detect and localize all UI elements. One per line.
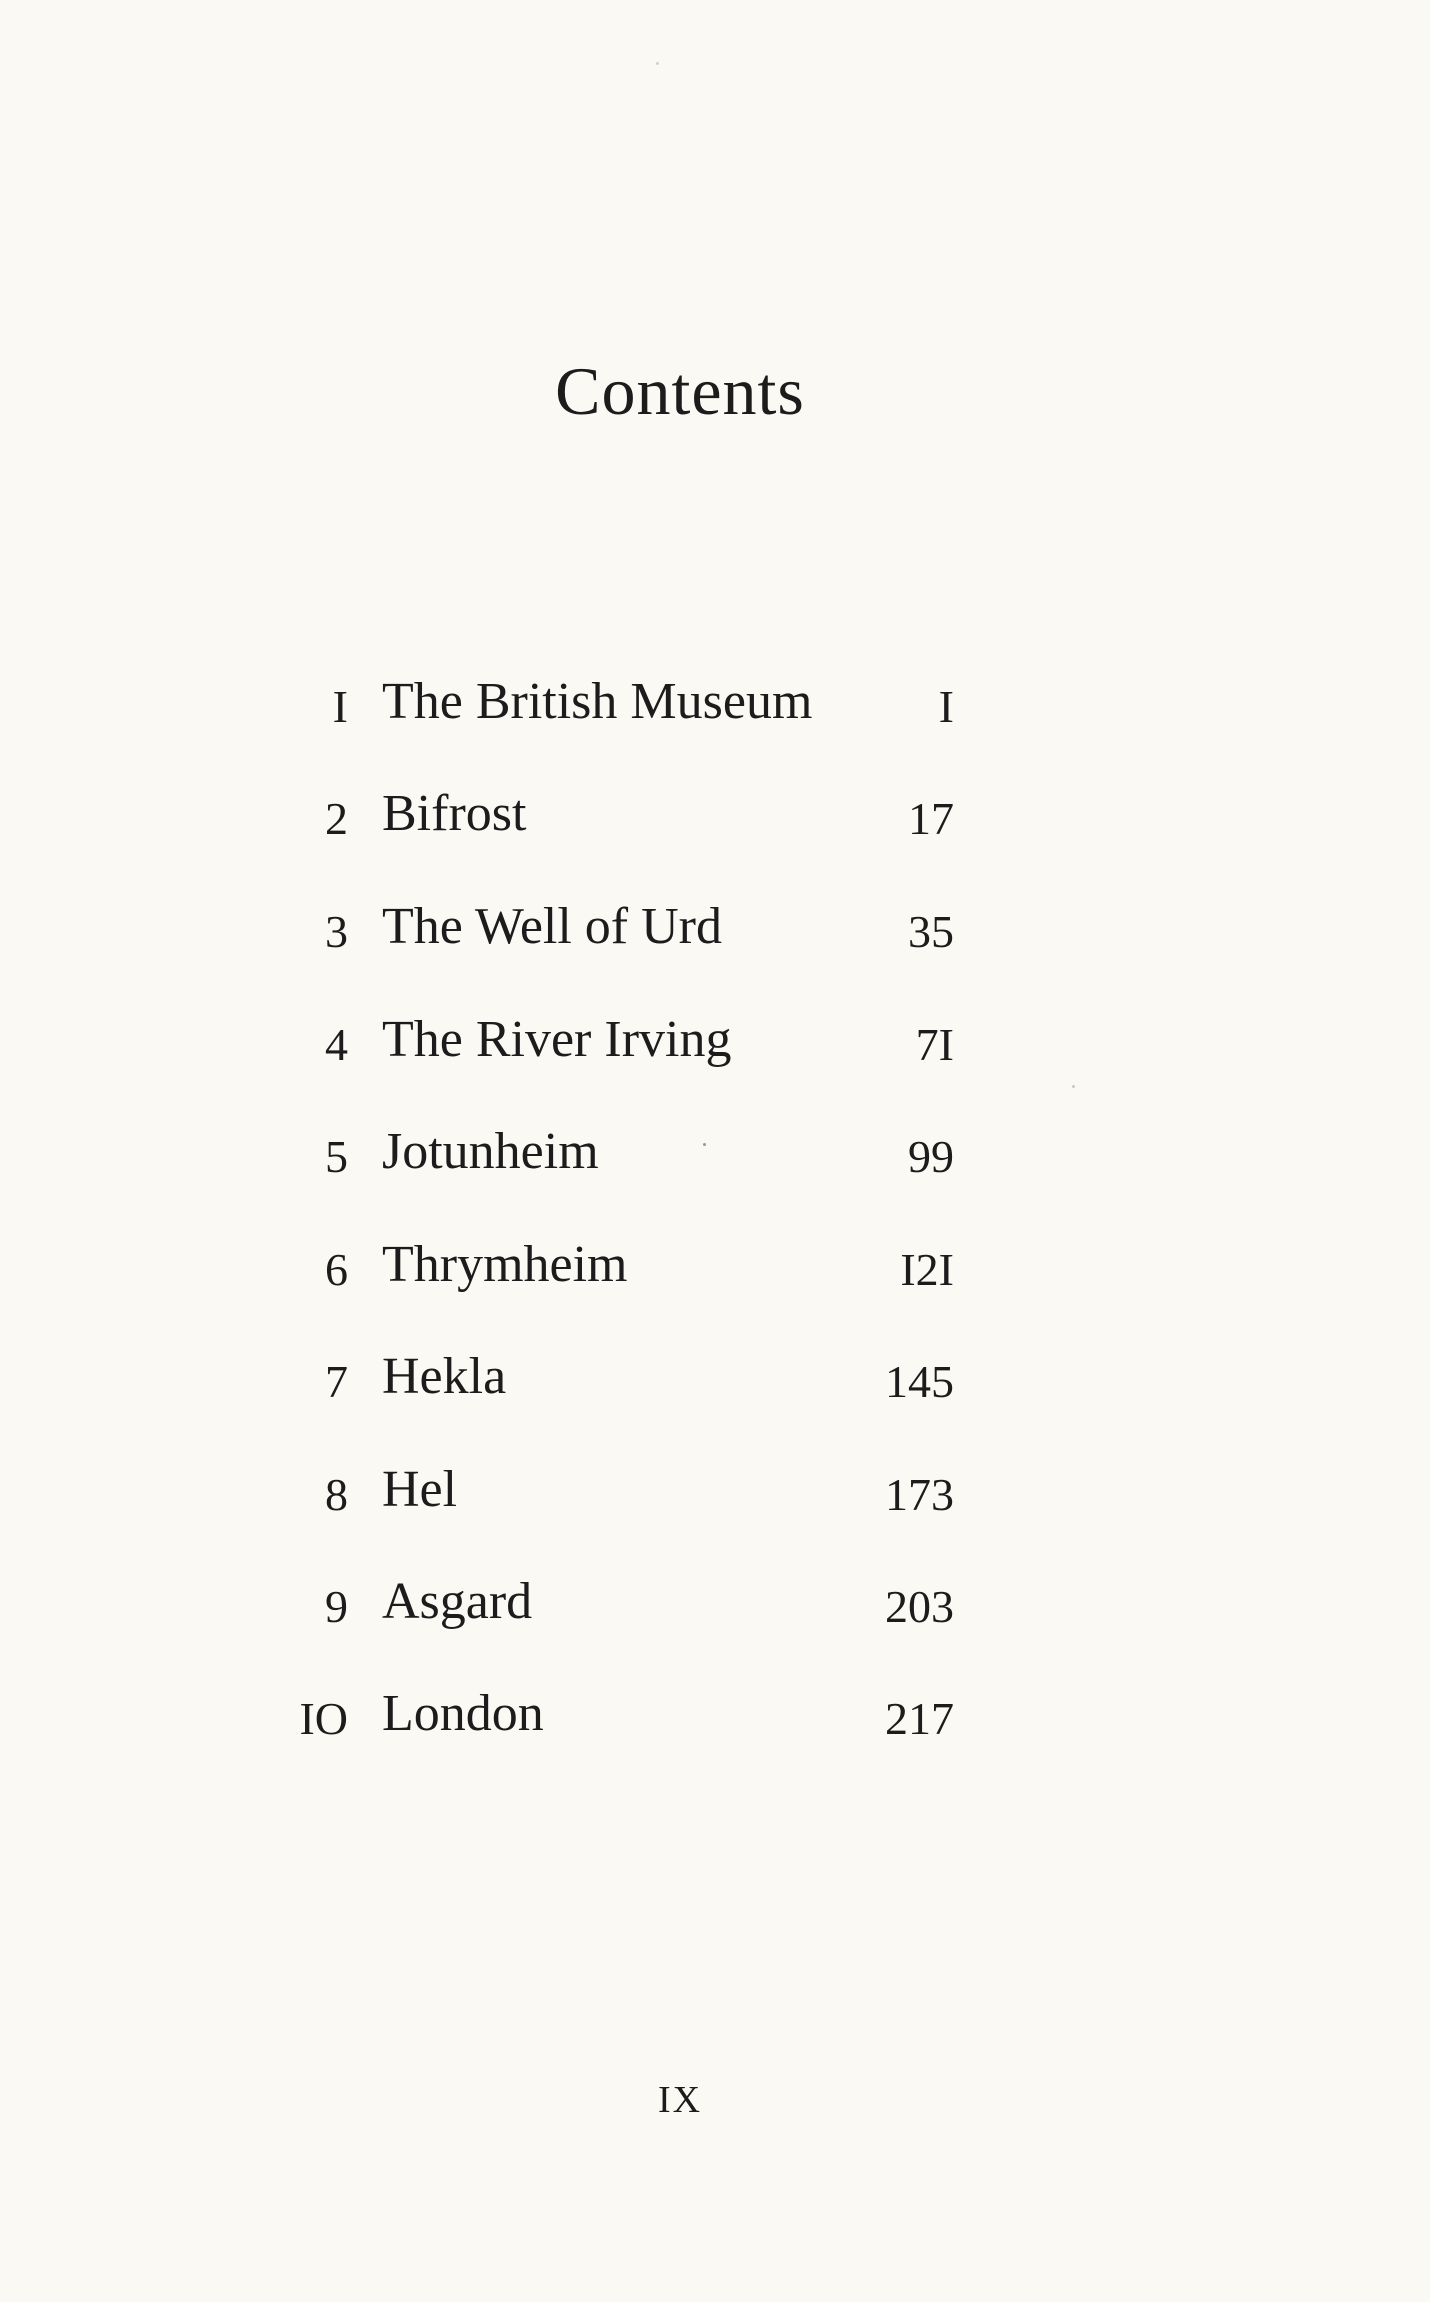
page-number: 7I (915, 1019, 954, 1070)
page-number: 17 (908, 793, 954, 844)
chapter-title: Hekla (382, 1348, 507, 1405)
chapter-number: 9 (325, 1581, 348, 1632)
page-number: 35 (908, 906, 954, 957)
page-title: Contents (555, 353, 805, 429)
toc-entry (0, 1348, 1430, 1435)
toc-entry (0, 1573, 1430, 1660)
page-number: 99 (908, 1131, 954, 1182)
chapter-number: 5 (325, 1131, 348, 1182)
chapter-title: The British Museum (382, 673, 813, 730)
toc-entry (0, 1011, 1430, 1098)
toc-entry (0, 785, 1430, 872)
chapter-title: Jotunheim (382, 1123, 599, 1180)
chapter-title: Bifrost (382, 785, 527, 842)
paper-speck (703, 1143, 706, 1146)
toc-entry (0, 1461, 1430, 1548)
chapter-title: London (382, 1685, 544, 1742)
chapter-number: I (332, 681, 348, 732)
chapter-title: The River Irving (382, 1011, 732, 1068)
page-number: I2I (900, 1244, 954, 1295)
chapter-title: Thrymheim (382, 1236, 628, 1293)
paper-speck (1072, 1085, 1075, 1088)
chapter-number: 7 (325, 1356, 348, 1407)
chapter-number: IO (299, 1693, 348, 1744)
chapter-title: The Well of Urd (382, 898, 722, 955)
page-number: I (938, 681, 954, 732)
chapter-number: 2 (325, 793, 348, 844)
chapter-number: 4 (325, 1019, 348, 1070)
paper-speck (656, 62, 659, 65)
toc-entry (0, 1685, 1430, 1772)
page-number: 173 (885, 1469, 954, 1520)
chapter-title: Hel (382, 1461, 458, 1518)
toc-entry (0, 898, 1430, 985)
chapter-title: Asgard (382, 1573, 533, 1630)
toc-entry (0, 673, 1430, 760)
chapter-number: 8 (325, 1469, 348, 1520)
toc-entry (0, 1123, 1430, 1210)
folio-page-number: IX (657, 2079, 703, 2121)
page-number: 217 (885, 1693, 954, 1744)
chapter-number: 6 (325, 1244, 348, 1295)
page-number: 145 (885, 1356, 954, 1407)
page-number: 203 (885, 1581, 954, 1632)
chapter-number: 3 (325, 906, 348, 957)
toc-entry (0, 1236, 1430, 1323)
